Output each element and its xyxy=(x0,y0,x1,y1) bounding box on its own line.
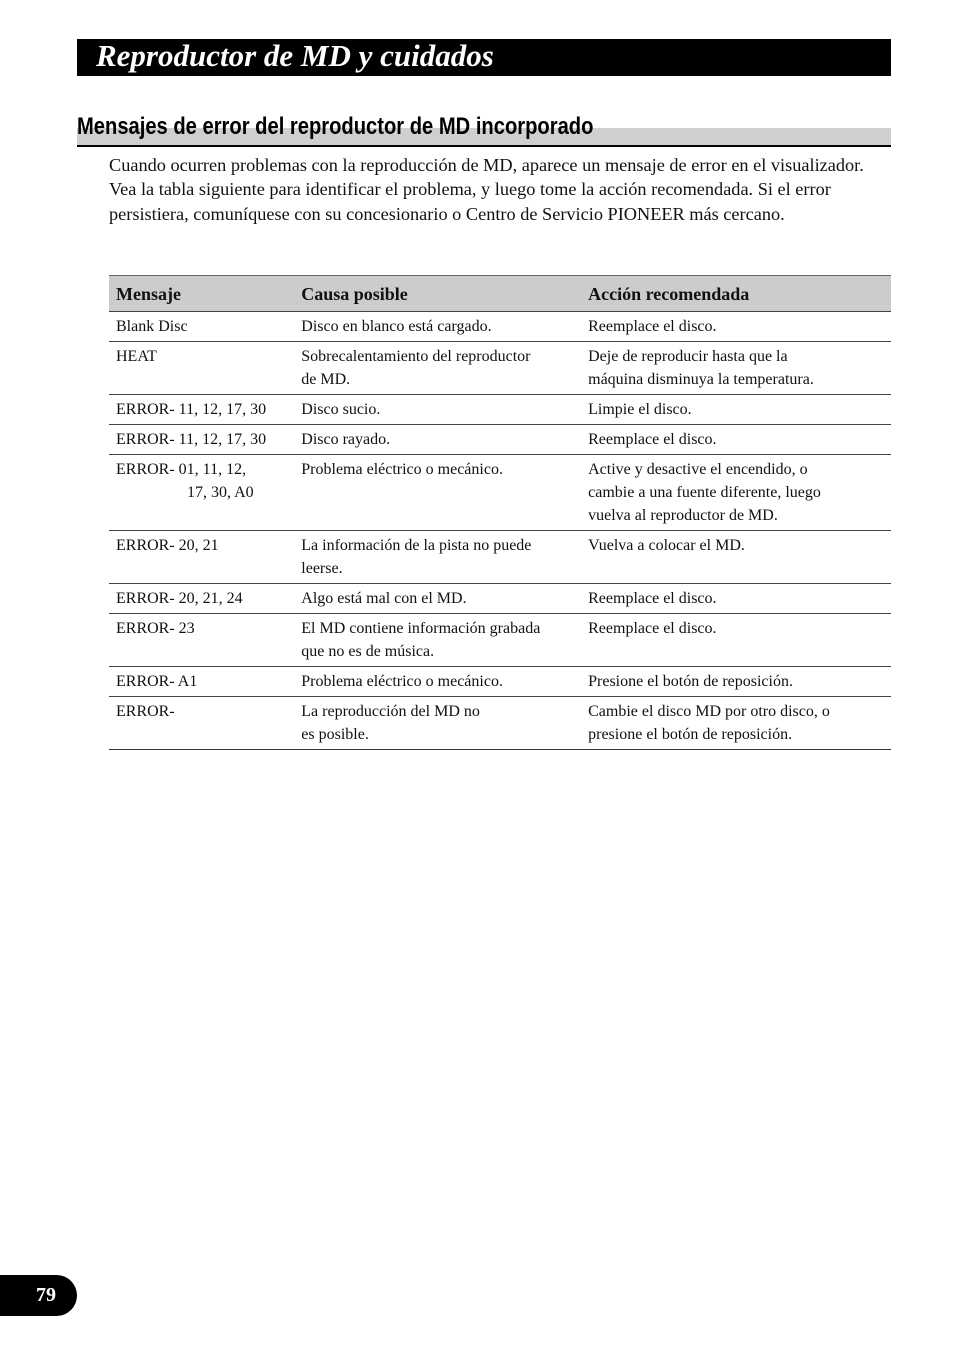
action-line: Presione el botón de reposición. xyxy=(588,673,793,690)
cause-cell xyxy=(294,697,581,750)
action-line: vuelva al reproductor de MD. xyxy=(588,507,778,524)
action-cell xyxy=(581,455,891,531)
message-cell xyxy=(109,312,294,342)
message-line: ERROR- A1 xyxy=(116,673,198,690)
message-cell xyxy=(109,667,294,697)
message-cell xyxy=(109,531,294,584)
action-line: Reemplace el disco. xyxy=(588,431,717,448)
message-line: HEAT xyxy=(116,348,157,365)
message-line: 17, 30, A0 xyxy=(187,484,254,501)
section-heading xyxy=(77,108,891,148)
action-line: presione el botón de reposición. xyxy=(588,726,793,743)
cause-line: Problema eléctrico o mecánico. xyxy=(301,673,503,690)
cause-line: que no es de música. xyxy=(301,643,435,660)
table-row xyxy=(109,667,891,697)
cause-cell xyxy=(294,614,581,667)
table-row xyxy=(109,614,891,667)
table-row xyxy=(109,425,891,455)
action-line: Reemplace el disco. xyxy=(588,318,717,335)
cause-line: La información de la pista no puede xyxy=(301,537,532,554)
chapter-header-bar xyxy=(77,39,891,76)
message-line: ERROR- 20, 21, 24 xyxy=(116,590,243,607)
cause-line: leerse. xyxy=(301,560,343,577)
action-line: máquina disminuya la temperatura. xyxy=(588,371,814,388)
cause-cell xyxy=(294,425,581,455)
message-cell xyxy=(109,455,294,531)
table-header-row xyxy=(109,276,891,312)
cause-line: Problema eléctrico o mecánico. xyxy=(301,461,503,478)
message-cell xyxy=(109,584,294,614)
cause-line: Algo está mal con el MD. xyxy=(301,590,467,607)
message-cell xyxy=(109,342,294,395)
cause-cell xyxy=(294,455,581,531)
message-line: ERROR- 23 xyxy=(116,620,195,637)
action-cell xyxy=(581,531,891,584)
table-row xyxy=(109,531,891,584)
action-cell xyxy=(581,697,891,750)
action-line: Reemplace el disco. xyxy=(588,620,717,637)
cause-line: Disco sucio. xyxy=(301,401,381,418)
message-line: ERROR- 11, 12, 17, 30 xyxy=(116,431,267,448)
message-cell xyxy=(109,614,294,667)
column-header-action: Acción recomendada xyxy=(581,276,891,312)
message-cell xyxy=(109,425,294,455)
action-cell xyxy=(581,425,891,455)
cause-line: La reproducción del MD no xyxy=(301,703,480,720)
message-cell xyxy=(109,395,294,425)
message-line: ERROR- 01, 11, 12, xyxy=(116,461,247,478)
message-cell xyxy=(109,697,294,750)
action-line: Cambie el disco MD por otro disco, o xyxy=(588,703,830,720)
action-cell xyxy=(581,342,891,395)
action-line: Vuelva a colocar el MD. xyxy=(588,537,745,554)
cause-cell xyxy=(294,312,581,342)
action-line: Deje de reproducir hasta que la xyxy=(588,348,788,365)
column-header-cause: Causa posible xyxy=(294,276,581,312)
action-cell xyxy=(581,584,891,614)
cause-cell xyxy=(294,667,581,697)
section-title: Mensajes de error del reproductor de MD incorporado xyxy=(77,113,594,140)
action-line: Limpie el disco. xyxy=(588,401,692,418)
action-line: Reemplace el disco. xyxy=(588,590,717,607)
cause-cell xyxy=(294,342,581,395)
message-line: Blank Disc xyxy=(116,318,188,335)
action-line: cambie a una fuente diferente, luego xyxy=(588,484,821,501)
cause-line: Disco en blanco está cargado. xyxy=(301,318,492,335)
cause-line: de MD. xyxy=(301,371,351,388)
action-cell xyxy=(581,395,891,425)
cause-cell xyxy=(294,584,581,614)
table-row xyxy=(109,395,891,425)
table-body xyxy=(109,312,891,750)
action-cell xyxy=(581,614,891,667)
cause-line: es posible. xyxy=(301,726,369,743)
table-row xyxy=(109,697,891,750)
action-cell xyxy=(581,667,891,697)
action-line: Active y desactive el encendido, o xyxy=(588,461,808,478)
cause-line: Sobrecalentamiento del reproductor xyxy=(301,348,531,365)
column-header-message: Mensaje xyxy=(109,276,294,312)
table-row xyxy=(109,342,891,395)
cause-line: Disco rayado. xyxy=(301,431,391,448)
message-line: ERROR- xyxy=(116,703,175,720)
page-number-tab: 79 xyxy=(0,1275,77,1316)
table-row xyxy=(109,455,891,531)
message-line: ERROR- 11, 12, 17, 30 xyxy=(116,401,267,418)
heading-rule xyxy=(77,145,891,147)
cause-line: El MD contiene información grabada xyxy=(301,620,541,637)
intro-paragraph: Cuando ocurren problemas con la reproducción de MD, aparece un mensaje de error en el visualizador. Vea la tabla siguiente para identificar el problema, y luego tome la acción recomendada. Si el error persistiera, comuníquese con su concesionario o Centro de Servicio PIONEER más cercano. xyxy=(109,155,864,224)
table-row xyxy=(109,584,891,614)
message-line: ERROR- 20, 21 xyxy=(116,537,219,554)
table-row xyxy=(109,312,891,342)
cause-cell xyxy=(294,531,581,584)
action-cell xyxy=(581,312,891,342)
chapter-title: Reproductor de MD y cuidados xyxy=(96,38,494,73)
cause-cell xyxy=(294,395,581,425)
error-messages-table xyxy=(109,275,891,750)
